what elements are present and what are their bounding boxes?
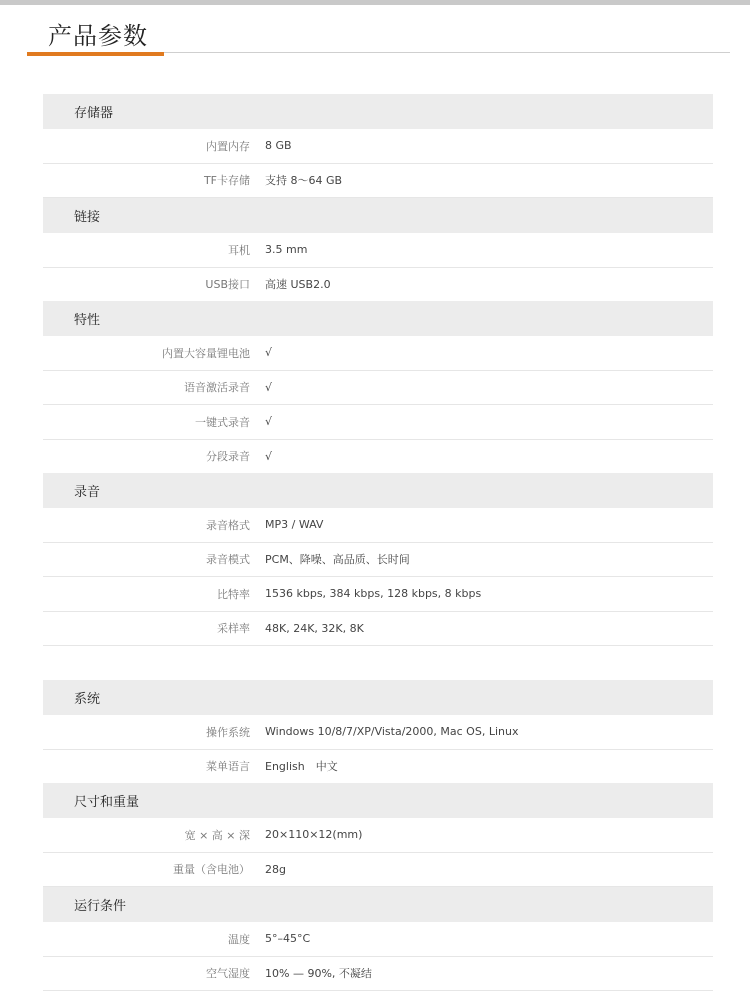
check-mark: √ [265, 380, 273, 394]
spec-value: 3.5 mm [265, 243, 308, 257]
section-heading: 存储器 [43, 94, 713, 129]
spec-label: 重量（含电池） [173, 863, 250, 877]
spec-value: 20×110×12(mm) [265, 828, 363, 842]
spec-label: 空气湿度 [206, 967, 250, 981]
spec-row [43, 371, 713, 406]
spec-value: Windows 10/8/7/XP/Vista/2000, Mac OS, Linux [265, 725, 519, 739]
spec-row [43, 164, 713, 199]
spec-row [43, 129, 713, 164]
section-recording [43, 473, 713, 646]
spec-row [43, 577, 713, 612]
spec-value: 高速 USB2.0 [265, 278, 331, 292]
top-bar [0, 0, 750, 5]
spec-row [43, 405, 713, 440]
spec-label: 录音格式 [206, 518, 250, 532]
spec-label: 内置内存 [206, 139, 250, 153]
section-heading: 尺寸和重量 [43, 783, 713, 818]
spec-value: 1536 kbps, 384 kbps, 128 kbps, 8 kbps [265, 587, 482, 601]
spec-label: 比特率 [217, 587, 250, 601]
spec-label: 采样率 [217, 622, 250, 636]
check-mark: √ [265, 449, 273, 463]
spec-row [43, 612, 713, 647]
spec-label: 语音激活录音 [184, 381, 250, 395]
spec-row [43, 508, 713, 543]
spec-value: 48K, 24K, 32K, 8K [265, 621, 364, 635]
spec-label: 温度 [228, 932, 250, 946]
spec-row [43, 543, 713, 578]
title-accent-bar [27, 52, 164, 56]
section-heading: 特性 [43, 301, 713, 336]
spec-row [43, 268, 713, 303]
check-mark: √ [265, 346, 273, 360]
spec-value: English 中文 [265, 760, 338, 774]
spec-label: USB接口 [205, 278, 250, 292]
section-heading: 链接 [43, 198, 713, 233]
spec-value: 8 GB [265, 139, 292, 153]
spec-label: 分段录音 [206, 450, 250, 464]
spec-row [43, 440, 713, 475]
spec-row [43, 336, 713, 371]
check-mark: √ [265, 415, 273, 429]
page-title: 产品参数 [48, 22, 148, 50]
spec-label: 内置大容量锂电池 [162, 346, 250, 360]
spec-label: 录音模式 [206, 553, 250, 567]
spec-row [43, 233, 713, 268]
spec-row [43, 853, 713, 888]
spec-value: PCM、降噪、高品质、长时间 [265, 553, 410, 567]
spec-value: 28g [265, 862, 286, 876]
section-features [43, 301, 713, 474]
spec-row [43, 922, 713, 957]
spec-row [43, 818, 713, 853]
section-storage [43, 94, 713, 198]
section-dimensions [43, 783, 713, 887]
section-heading: 录音 [43, 473, 713, 508]
section-system [43, 680, 713, 784]
spec-label: 一键式录音 [195, 415, 250, 429]
section-heading: 运行条件 [43, 887, 713, 922]
spec-label: 宽 × 高 × 深 [184, 828, 250, 842]
section-heading: 系统 [43, 680, 713, 715]
spec-value: 支持 8～64 GB [265, 174, 343, 188]
spec-label: TF卡存储 [203, 174, 250, 188]
section-connectivity [43, 198, 713, 302]
spec-label: 耳机 [228, 243, 250, 257]
spec-value: 5°–45°C [265, 932, 311, 946]
section-operating-conditions [43, 887, 713, 991]
spec-value: 10% — 90%, 不凝结 [265, 967, 372, 981]
spec-label: 菜单语言 [206, 760, 250, 774]
spec-label: 操作系统 [206, 725, 250, 739]
spec-row [43, 715, 713, 750]
spec-value: MP3 / WAV [265, 518, 324, 532]
spec-row [43, 750, 713, 785]
spec-row [43, 957, 713, 991]
